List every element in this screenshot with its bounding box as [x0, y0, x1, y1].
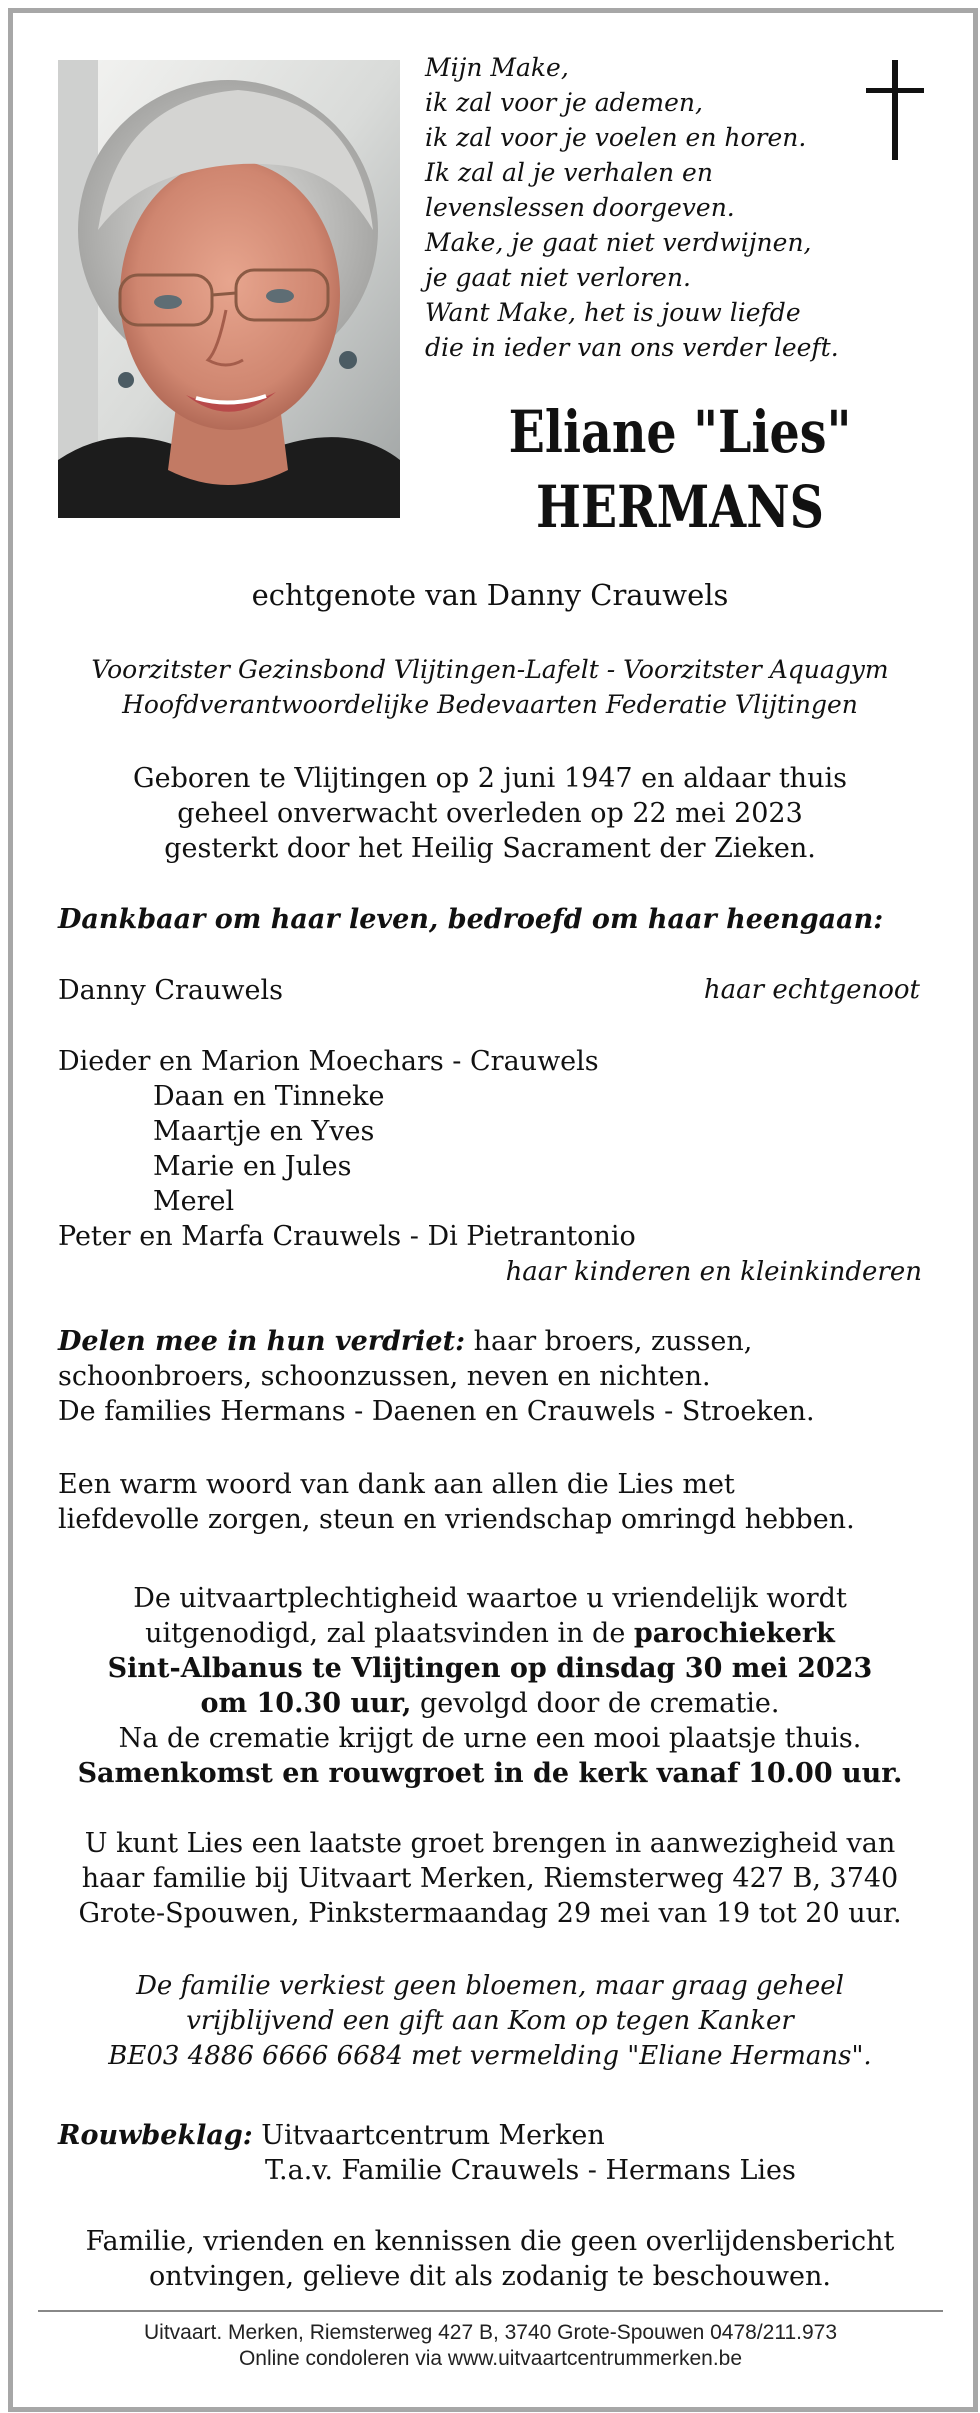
grandchild-line: Daan en Tinneke [153, 1081, 385, 1112]
funeral-line: Samenkomst en rouwgroet in de kerk vanaf 10.00 uur. [77, 1758, 903, 1789]
visit-line: Grote-Spouwen, Pinkstermaandag 29 mei van 19 tot 20 uur. [78, 1898, 902, 1929]
poem-line: ik zal voor je voelen en horen. [425, 123, 807, 152]
thanks-line: Een warm woord van dank aan allen die Lies met [58, 1469, 735, 1500]
footer [38, 2310, 943, 2372]
funeral-time: om 10.30 uur, [200, 1688, 412, 1719]
deceased-last-name: HERMANS [535, 473, 825, 541]
portrait-photo [58, 60, 400, 518]
funeral-church: parochiekerk [633, 1618, 835, 1649]
flowers-line: De familie verkiest geen bloemen, maar graag geheel [136, 1971, 844, 2001]
funeral-line: De uitvaartplechtigheid waartoe u vriendelijk wordt [133, 1583, 847, 1614]
visit-line: haar familie bij Uitvaart Merken, Riemsterweg 427 B, 3740 [81, 1863, 899, 1894]
closing-note [30, 2224, 950, 2294]
visit-info [30, 1826, 950, 1931]
cross-icon [866, 60, 926, 160]
thanks [58, 1467, 938, 1537]
child-couple-1: Dieder en Marion Moechars - Crauwels [58, 1046, 599, 1077]
husband-name: Danny Crauwels [58, 975, 283, 1006]
share-grief-text: haar broers, zussen, [465, 1326, 753, 1357]
grandchild-line: Marie en Jules [153, 1151, 352, 1182]
condolence [58, 2118, 605, 2153]
poem-line: Make, je gaat niet verdwijnen, [425, 228, 812, 257]
birth-death [30, 761, 950, 866]
funeral-line: Sint-Albanus te Vlijtingen op dinsdag 30 mei 2023 [107, 1653, 873, 1684]
birth-death-line: gesterkt door het Heilig Sacrament der Zieken. [164, 833, 816, 864]
poem [425, 50, 845, 365]
role-line: Voorzitster Gezinsbond Vlijtingen-Lafelt - Voorzitster Aquagym [91, 655, 889, 684]
grateful-heading: Dankbaar om haar leven, bedroefd om haar heengaan: [58, 904, 884, 935]
role-line: Hoofdverantwoordelijke Bedevaarten Federatie Vlijtingen [122, 690, 858, 719]
condolence-line: Uitvaartcentrum Merken [252, 2120, 605, 2151]
flowers-line: vrijblijvend een gift aan Kom op tegen Kanker [186, 2006, 794, 2036]
poem-line: Want Make, het is jouw liefde [425, 298, 801, 327]
children-role: haar kinderen en kleinkinderen [505, 1257, 922, 1287]
closing-line: ontvingen, gelieve dit als zodanig te beschouwen. [149, 2261, 831, 2292]
thanks-line: liefdevolle zorgen, steun en vriendschap omringd hebben. [58, 1504, 855, 1535]
grandchild-line: Maartje en Yves [153, 1116, 375, 1147]
flowers-note [30, 1969, 950, 2074]
grandchild-line: Merel [153, 1186, 235, 1217]
funeral-line: Na de crematie krijgt de urne een mooi plaatsje thuis. [118, 1723, 862, 1754]
poem-line: Ik zal al je verhalen en [425, 158, 713, 187]
funeral-line: uitgenodigd, zal plaatsvinden in de [145, 1618, 634, 1649]
share-grief [58, 1324, 938, 1429]
funeral-info [30, 1581, 950, 1791]
condolence-line: T.a.v. Familie Crauwels - Hermans Lies [265, 2155, 796, 2186]
poem-line: je gaat niet verloren. [425, 263, 691, 292]
birth-death-line: Geboren te Vlijtingen op 2 juni 1947 en aldaar thuis [133, 763, 847, 794]
share-grief-label: Delen mee in hun verdriet: [58, 1326, 466, 1357]
condolence-label: Rouwbeklag: [58, 2120, 253, 2151]
share-grief-text: De families Hermans - Daenen en Crauwels - Stroeken. [58, 1396, 815, 1427]
flowers-line: BE03 4886 6666 6684 met vermelding "Eliane Hermans". [108, 2041, 872, 2071]
birth-death-line: geheel onverwacht overleden op 22 mei 2023 [177, 798, 803, 829]
husband-role: haar echtgenoot [703, 975, 920, 1005]
share-grief-text: schoonbroers, schoonzussen, neven en nichten. [58, 1361, 711, 1392]
funeral-line: gevolgd door de crematie. [411, 1688, 780, 1719]
deceased-first-name: Eliane "Lies" [508, 398, 852, 466]
visit-line: U kunt Lies een laatste groet brengen in aanwezigheid van [84, 1828, 896, 1859]
footer-website: Online condoleren via www.uitvaartcentrummerken.be [238, 2347, 743, 2370]
poem-line: ik zal voor je ademen, [425, 88, 703, 117]
closing-line: Familie, vrienden en kennissen die geen overlijdensbericht [85, 2226, 895, 2257]
footer-address: Uitvaart. Merken, Riemsterweg 427 B, 3740 Grote-Spouwen 0478/211.973 [144, 2321, 837, 2344]
spouse-line: echtgenote van Danny Crauwels [251, 578, 729, 612]
poem-line: levenslessen doorgeven. [425, 193, 735, 222]
poem-line: die in ieder van ons verder leeft. [425, 333, 839, 362]
child-couple-2: Peter en Marfa Crauwels - Di Pietrantonio [58, 1221, 636, 1252]
poem-line: Mijn Make, [425, 53, 569, 82]
roles [30, 652, 950, 722]
